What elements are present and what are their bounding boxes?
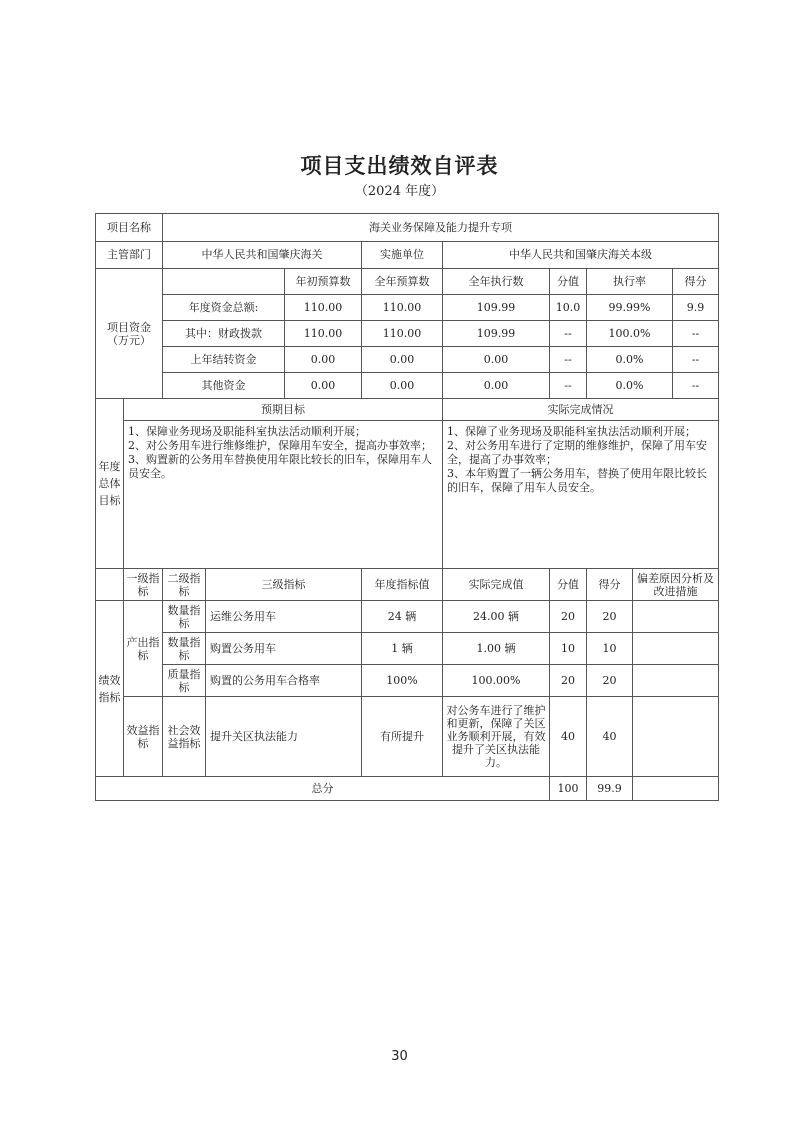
funds-row <box>96 295 719 321</box>
funds-rate: 0.0% <box>587 347 673 373</box>
actual-header: 实际完成值 <box>443 569 550 601</box>
project-name-label: 项目名称 <box>96 214 163 242</box>
funds-score-value: 10.0 <box>550 295 587 321</box>
total-score-value: 100 <box>550 777 587 801</box>
total-blank <box>633 777 719 801</box>
funds-row-label: 其中：财政拨款 <box>163 321 285 347</box>
indicators-header-row <box>96 569 719 601</box>
indicator-row <box>96 697 719 777</box>
score-value-cell: 20 <box>550 601 587 633</box>
indicator-row <box>96 633 719 665</box>
actual-cell: 24.00 辆 <box>443 601 550 633</box>
funds-executed: 0.00 <box>443 373 550 399</box>
funds-annual: 110.00 <box>362 295 443 321</box>
target-cell: 24 辆 <box>362 601 443 633</box>
project-name-value: 海关业务保障及能力提升专项 <box>163 214 719 242</box>
funds-header-score-value: 分值 <box>550 269 587 295</box>
level3-cell: 提升关区执法能力 <box>206 697 362 777</box>
funds-score-value: -- <box>550 373 587 399</box>
goals-header-row <box>96 399 719 421</box>
total-label: 总分 <box>96 777 550 801</box>
actual-goals-header: 实际完成情况 <box>443 399 719 421</box>
project-name-row <box>96 214 719 242</box>
page-title: 项目支出绩效自评表 <box>300 153 499 178</box>
expected-goals-text: 1、保障业务现场及职能科室执法活动顺利开展； 2、对公务用车进行维修维护，保障用车安全，提高办事效率； 3、购置新的公务用车替换使用年限比较长的旧车，保障用车人员安全。 <box>124 421 443 569</box>
indicators-header-blank <box>96 569 124 601</box>
target-cell: 有所提升 <box>362 697 443 777</box>
unit-value: 中华人民共和国肇庆海关本级 <box>443 242 719 269</box>
funds-score: 9.9 <box>673 295 719 321</box>
expected-goals-header: 预期目标 <box>124 399 443 421</box>
page-subtitle: （2024 年度） <box>354 184 445 199</box>
level1-header: 一级指标 <box>124 569 163 601</box>
indicator-row <box>96 665 719 697</box>
funds-score: -- <box>673 373 719 399</box>
funds-row-label: 其他资金 <box>163 373 285 399</box>
analysis-cell <box>633 633 719 665</box>
funds-row-label: 上年结转资金 <box>163 347 285 373</box>
page-number: 30 <box>391 1049 408 1064</box>
dept-value: 中华人民共和国肇庆海关 <box>163 242 362 269</box>
funds-initial: 110.00 <box>285 295 362 321</box>
output-indicator-label: 产出指标 <box>124 601 163 697</box>
score-header: 得分 <box>587 569 633 601</box>
score-value-cell: 40 <box>550 697 587 777</box>
total-row <box>96 777 719 801</box>
funds-header-rate: 执行率 <box>587 269 673 295</box>
target-cell: 100% <box>362 665 443 697</box>
funds-row <box>96 347 719 373</box>
funds-label: 项目资金（万元） <box>96 269 163 399</box>
funds-score: -- <box>673 347 719 373</box>
funds-row <box>96 373 719 399</box>
score-cell: 20 <box>587 601 633 633</box>
funds-executed: 0.00 <box>443 347 550 373</box>
funds-rate: 100.0% <box>587 321 673 347</box>
benefit-indicator-label: 效益指标 <box>124 697 163 777</box>
dept-label: 主管部门 <box>96 242 163 269</box>
funds-header-annual: 全年预算数 <box>362 269 443 295</box>
department-row <box>96 242 719 269</box>
level2-cell: 质量指标 <box>163 665 206 697</box>
funds-header-initial: 年初预算数 <box>285 269 362 295</box>
score-cell: 20 <box>587 665 633 697</box>
total-score: 99.9 <box>587 777 633 801</box>
funds-header-row <box>96 269 719 295</box>
analysis-cell <box>633 601 719 633</box>
score-value-header: 分值 <box>550 569 587 601</box>
score-value-cell: 20 <box>550 665 587 697</box>
target-cell: 1 辆 <box>362 633 443 665</box>
funds-row <box>96 321 719 347</box>
goals-label: 年度总体目标 <box>96 399 124 569</box>
level3-cell: 运维公务用车 <box>206 601 362 633</box>
unit-label: 实施单位 <box>362 242 443 269</box>
analysis-cell <box>633 697 719 777</box>
evaluation-table <box>95 213 719 801</box>
goals-content-row <box>96 421 719 569</box>
funds-rate: 0.0% <box>587 373 673 399</box>
funds-score: -- <box>673 321 719 347</box>
score-cell: 40 <box>587 697 633 777</box>
indicator-row <box>96 601 719 633</box>
funds-score-value: -- <box>550 321 587 347</box>
funds-header-score: 得分 <box>673 269 719 295</box>
level2-header: 二级指标 <box>163 569 206 601</box>
level2-cell: 社会效益指标 <box>163 697 206 777</box>
actual-cell: 100.00% <box>443 665 550 697</box>
actual-cell: 对公务车进行了维护和更新，保障了关区业务顺利开展，有效提升了关区执法能力。 <box>443 697 550 777</box>
funds-annual: 110.00 <box>362 321 443 347</box>
level3-header: 三级指标 <box>206 569 362 601</box>
funds-executed: 109.99 <box>443 295 550 321</box>
score-value-cell: 10 <box>550 633 587 665</box>
funds-rate: 99.99% <box>587 295 673 321</box>
funds-annual: 0.00 <box>362 347 443 373</box>
funds-header-executed: 全年执行数 <box>443 269 550 295</box>
level3-cell: 购置公务用车 <box>206 633 362 665</box>
funds-executed: 109.99 <box>443 321 550 347</box>
level3-cell: 购置的公务用车合格率 <box>206 665 362 697</box>
funds-initial: 0.00 <box>285 373 362 399</box>
funds-initial: 0.00 <box>285 347 362 373</box>
funds-annual: 0.00 <box>362 373 443 399</box>
funds-header-blank <box>163 269 285 295</box>
score-cell: 10 <box>587 633 633 665</box>
analysis-cell <box>633 665 719 697</box>
level2-cell: 数量指标 <box>163 633 206 665</box>
actual-goals-text: 1、保障了业务现场及职能科室执法活动顺利开展； 2、对公务用车进行了定期的维修维护，保障了用车安全，提高了办事效率； 3、本年购置了一辆公务用车，替换了使用年限比较长的旧车，保障了用车人员安全。 <box>443 421 719 569</box>
funds-initial: 110.00 <box>285 321 362 347</box>
analysis-header: 偏差原因分析及改进措施 <box>633 569 719 601</box>
level2-cell: 数量指标 <box>163 601 206 633</box>
actual-cell: 1.00 辆 <box>443 633 550 665</box>
target-header: 年度指标值 <box>362 569 443 601</box>
funds-score-value: -- <box>550 347 587 373</box>
funds-row-label: 年度资金总额: <box>163 295 285 321</box>
indicators-label: 绩效指标 <box>96 601 124 777</box>
